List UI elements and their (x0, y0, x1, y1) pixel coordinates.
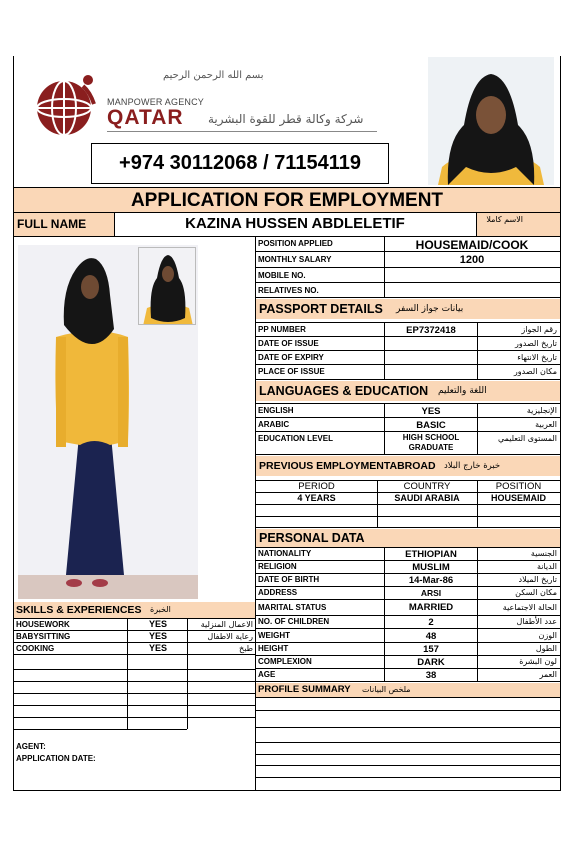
salary-label: MONTHLY SALARY (258, 255, 332, 264)
position-label: POSITION APPLIED (258, 239, 333, 248)
place-issue-label: PLACE OF ISSUE (258, 367, 325, 376)
expiry-date-ar: تاريخ الانتهاء (517, 353, 557, 362)
dob-ar: تاريخ الميلاد (518, 575, 557, 584)
arabic-value: BASIC (416, 420, 446, 431)
english-label: ENGLISH (258, 406, 294, 415)
housework-label: HOUSEWORK (16, 620, 70, 629)
address-label: ADDRESS (258, 588, 298, 597)
employment-title-ar: خبرة خارج البلاد (444, 461, 501, 471)
place-issue-ar: مكان الصدور (513, 367, 557, 376)
weight-label: WEIGHT (258, 631, 290, 640)
nationality-label: NATIONALITY (258, 549, 312, 558)
logo-underline (107, 131, 377, 132)
logo-agency-text: MANPOWER AGENCY (107, 97, 205, 107)
application-date-label: APPLICATION DATE: (16, 754, 96, 763)
logo-calligraphy: بسم الله الرحمن الرحيم (163, 70, 264, 81)
complexion-value: DARK (417, 657, 445, 668)
skills-title: SKILLS & EXPERIENCES (16, 604, 142, 616)
agency-logo (28, 70, 388, 140)
religion-label: RELIGION (258, 562, 297, 571)
issue-date-label: DATE OF ISSUE (258, 339, 319, 348)
height-ar: الطول (535, 644, 557, 653)
marital-label: MARITAL STATUS (258, 603, 327, 612)
agent-label: AGENT: (16, 742, 46, 751)
passport-title: PASSPORT DETAILS (259, 302, 383, 316)
languages-title: LANGUAGES & EDUCATION (259, 384, 429, 398)
babysitting-ar: رعاية الاطفال (207, 632, 253, 641)
inset-photo (138, 247, 196, 325)
pp-number-label: PP NUMBER (258, 325, 306, 334)
age-label: AGE (258, 670, 276, 679)
religion-value: MUSLIM (412, 562, 450, 573)
expiry-date-label: DATE OF EXPIRY (258, 353, 324, 362)
languages-title-ar: اللغة والتعليم (438, 386, 487, 396)
passport-header (256, 299, 560, 319)
nationality-ar: الجنسية (530, 549, 557, 558)
babysitting-label: BABYSITTING (16, 632, 71, 641)
english-value: YES (421, 406, 441, 417)
relatives-label: RELATIVES NO. (258, 286, 319, 295)
cooking-ar: طبخ (239, 644, 253, 653)
housework-ar: الاعمال المنزلية (200, 620, 253, 629)
skills-title-ar: الخبرة (150, 605, 171, 614)
skills-header (14, 602, 255, 618)
phone-number: +974 30112068 / 71154119 (119, 152, 361, 174)
age-value: 38 (425, 670, 437, 681)
education-label: EDUCATION LEVEL (258, 434, 333, 443)
employment-table (256, 480, 560, 528)
logo-name-text: QATAR (107, 106, 184, 129)
complexion-label: COMPLEXION (258, 657, 312, 666)
page-title: APPLICATION FOR EMPLOYMENT (130, 190, 444, 211)
languages-header (256, 381, 560, 401)
dob-label: DATE OF BIRTH (258, 575, 320, 584)
dob-value: 14-Mar-86 (408, 575, 454, 586)
passport-table (256, 322, 560, 380)
children-ar: عدد الأطفال (516, 617, 557, 626)
passport-title-ar: بيانات جواز السفر (396, 304, 464, 314)
address-ar: مكان السكن (515, 588, 557, 597)
nationality-value: ETHIOPIAN (405, 549, 457, 560)
full-name-value: KAZINA HUSSEN ABDLELETIF (185, 215, 405, 232)
phone-box (91, 143, 389, 184)
languages-table (256, 403, 560, 455)
skills-table (14, 618, 255, 730)
children-value: 2 (428, 617, 434, 628)
profile-title: PROFILE SUMMARY (258, 684, 351, 695)
housework-value: YES (148, 619, 167, 629)
mobile-label: MOBILE NO. (258, 271, 306, 280)
pp-number-value: EP7372418 (406, 325, 456, 336)
cooking-value: YES (148, 643, 167, 653)
position-block (256, 236, 560, 298)
issue-date-ar: تاريخ الصدور (515, 339, 557, 348)
english-ar: الإنجليزية (526, 406, 557, 415)
employment-period: 4 YEARS (297, 493, 336, 503)
full-name-label: FULL NAME (17, 217, 87, 231)
personal-header (256, 529, 560, 547)
marital-value: MARRIED (408, 602, 454, 613)
personal-table (256, 547, 560, 682)
complexion-ar: لون البشرة (519, 657, 557, 666)
title-bar (14, 188, 560, 212)
globe-logo-icon (28, 70, 108, 140)
employment-country: SAUDI ARABIA (394, 493, 460, 503)
height-label: HEIGHT (258, 644, 289, 653)
arabic-label: ARABIC (258, 420, 290, 429)
employment-header (256, 456, 560, 476)
weight-value: 48 (425, 631, 437, 642)
header-photo (428, 57, 554, 185)
profile-header (256, 683, 560, 697)
profile-title-ar: ملخص البيانات (362, 685, 411, 694)
education-value: HIGH SCHOOL GRADUATE (402, 433, 460, 452)
profile-lines (256, 697, 560, 790)
weight-ar: الوزن (538, 631, 557, 640)
education-ar: المستوى التعليمي (497, 434, 557, 443)
employment-header-period: PERIOD (298, 481, 335, 492)
babysitting-value: YES (148, 631, 167, 641)
pp-number-ar: رقم الجواز (521, 325, 557, 334)
marital-ar: الحالة الاجتماعية (502, 603, 557, 612)
age-ar: العمر (539, 670, 557, 679)
full-name-ar: الاسم كاملا (486, 215, 523, 224)
religion-ar: الديانة (536, 562, 557, 571)
outer-bottom-border (13, 790, 561, 791)
arabic-ar: العربية (535, 420, 557, 429)
personal-title: PERSONAL DATA (259, 531, 365, 545)
logo-arabic-text: شركة وكالة قطر للقوة البشرية (208, 112, 364, 126)
cooking-label: COOKING (16, 644, 55, 653)
position-value: HOUSEMAID/COOK (415, 238, 529, 252)
employment-title: PREVIOUS EMPLOYMENTABROAD (259, 460, 436, 472)
employment-header-position: POSITION (495, 481, 542, 492)
children-label: NO. OF CHILDREN (258, 617, 330, 626)
address-value: ARSI (420, 588, 442, 598)
salary-value: 1200 (459, 254, 485, 266)
height-value: 157 (423, 644, 439, 655)
employment-header-country: COUNTRY (403, 481, 451, 492)
outer-right-border (560, 56, 561, 790)
employment-position: HOUSEMAID (490, 493, 546, 503)
